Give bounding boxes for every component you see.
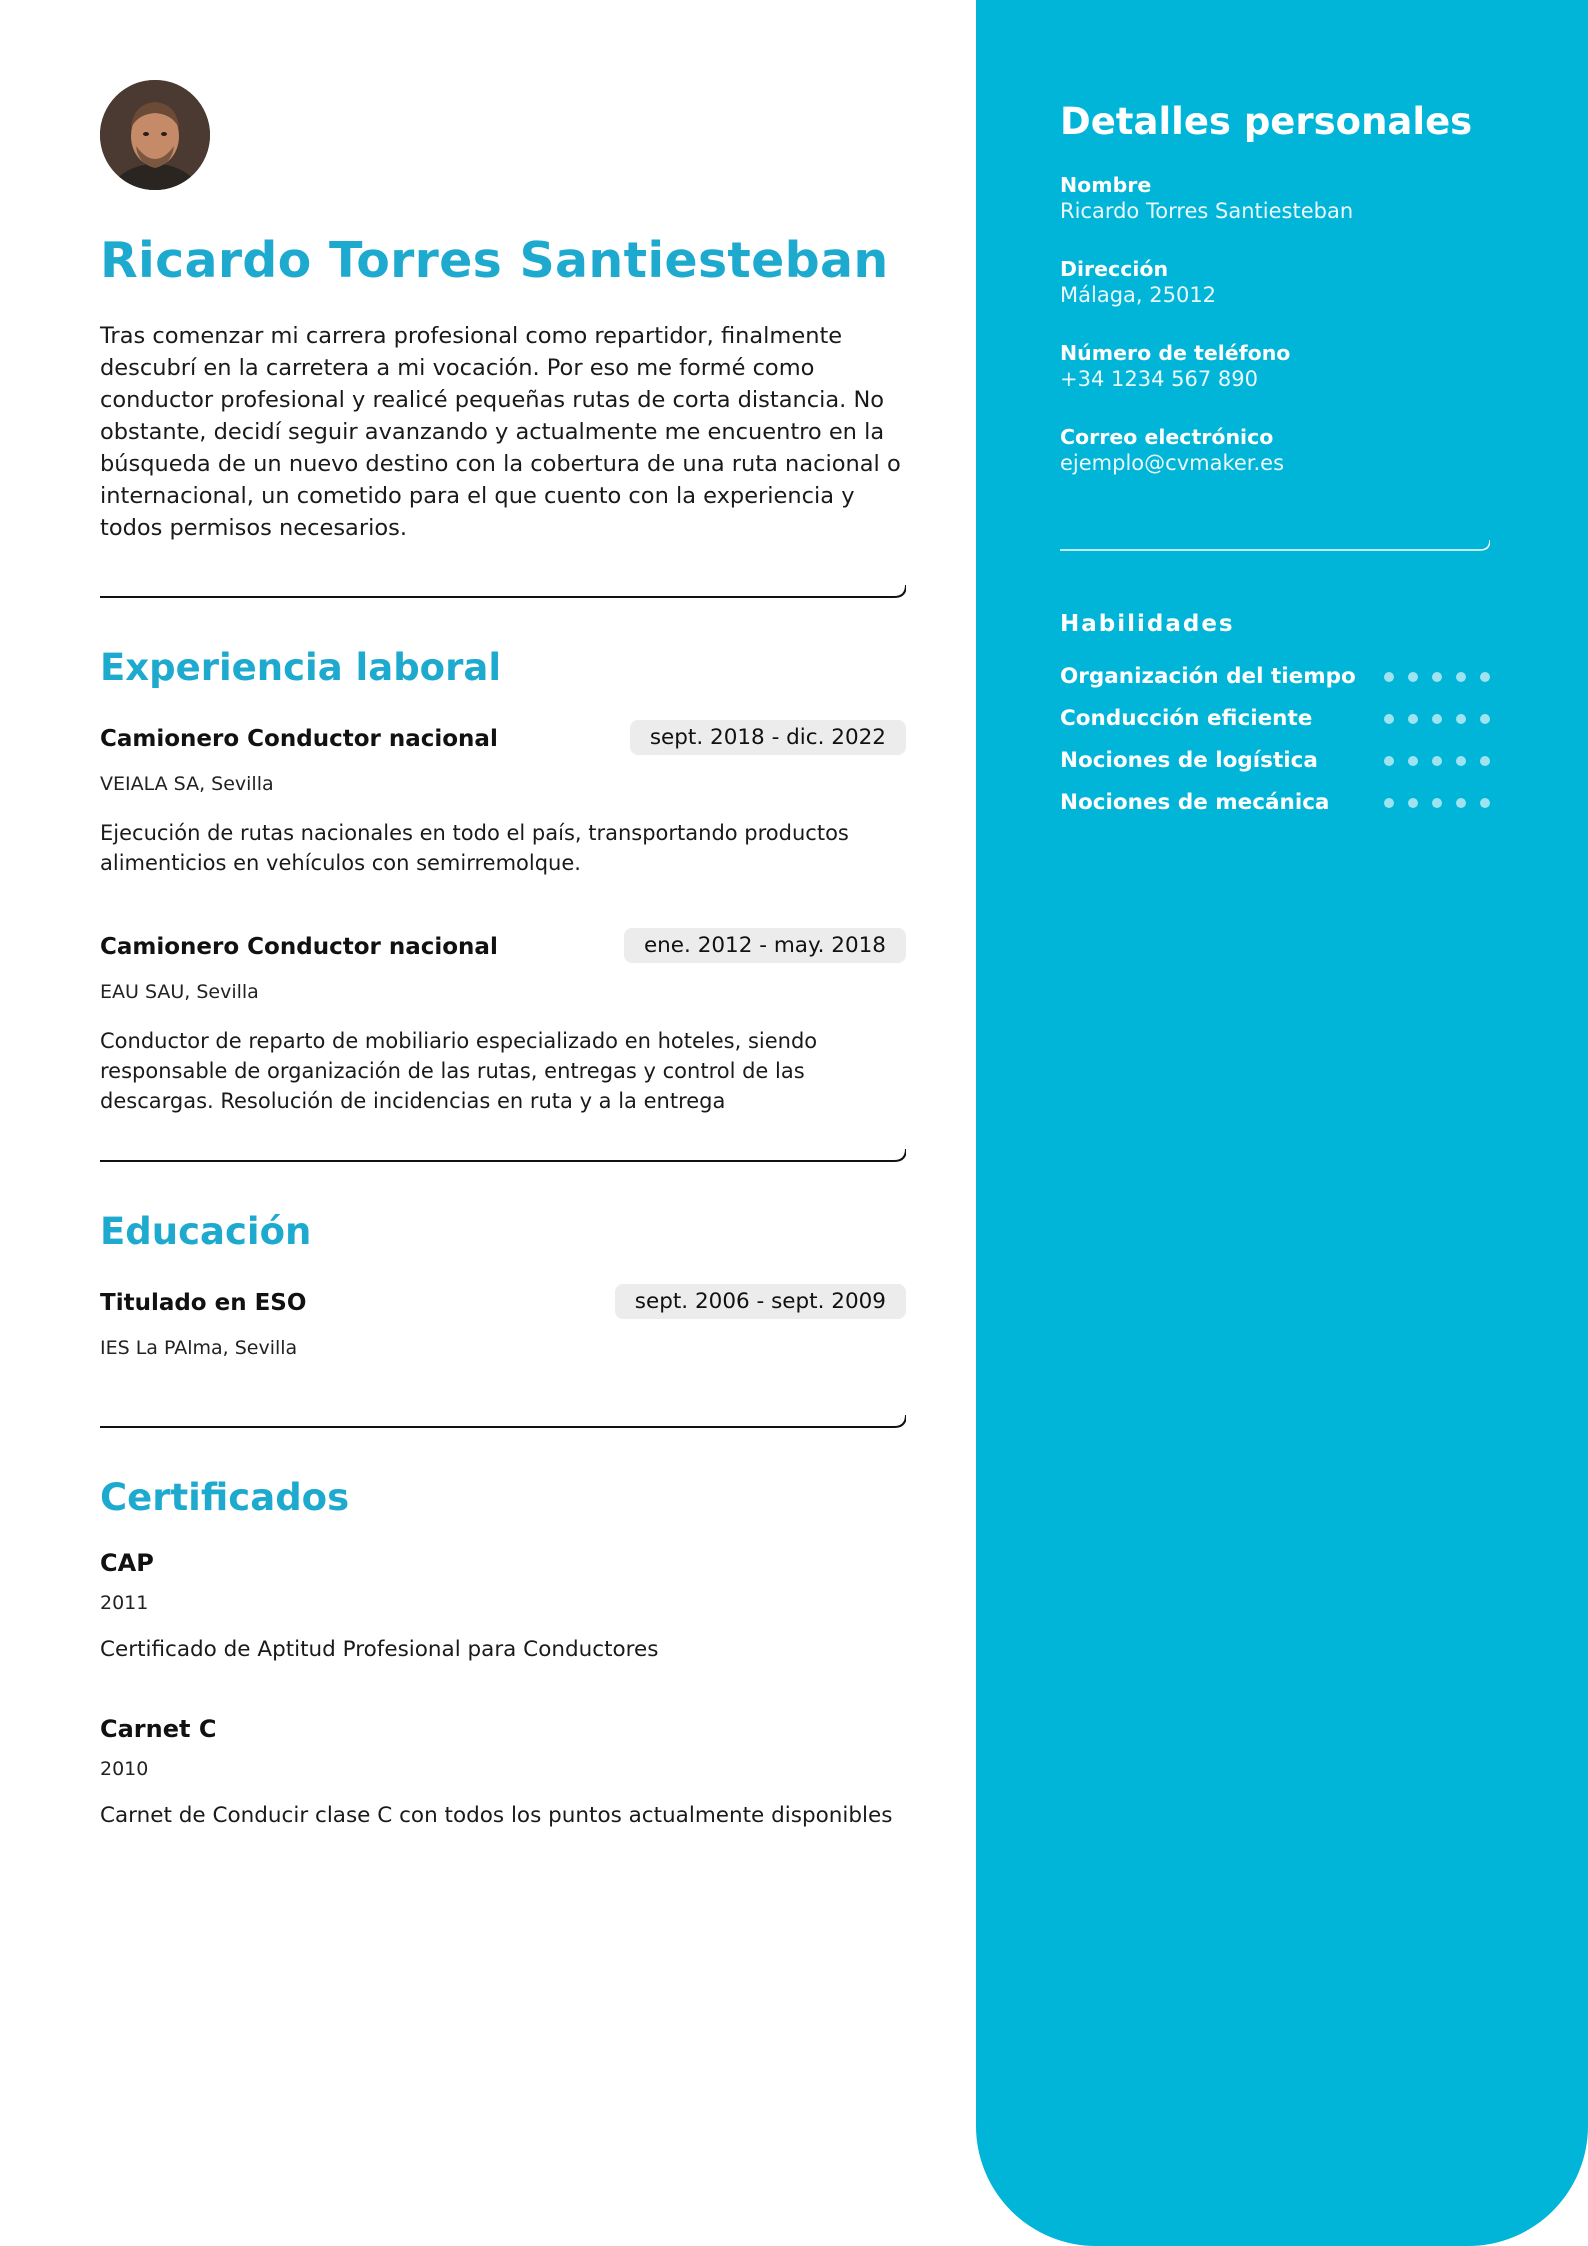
detail-email	[1060, 425, 1284, 475]
skill-dot	[1384, 756, 1394, 766]
skill-name: Nociones de logística	[1060, 748, 1318, 773]
skill-dot	[1456, 756, 1466, 766]
certificates-heading: Certificados	[100, 1476, 350, 1519]
detail-value: Ricardo Torres Santiesteban	[1060, 199, 1354, 223]
detail-value: +34 1234 567 890	[1060, 367, 1258, 391]
skills-heading: Habilidades	[1060, 611, 1235, 637]
degree-title: Titulado en ESO	[100, 1290, 307, 1316]
detail-label: Nombre	[1060, 173, 1152, 197]
detail-label: Dirección	[1060, 257, 1169, 281]
detail-name	[1060, 173, 1353, 223]
skill-dot	[1384, 798, 1394, 808]
job-title: Camionero Conductor nacional	[100, 934, 498, 960]
skill-dot	[1408, 798, 1418, 808]
detail-value[interactable]: ejemplo@cvmaker.es	[1060, 451, 1285, 475]
certificate-title: CAP	[100, 1549, 154, 1577]
date-badge: sept. 2018 - dic. 2022	[630, 720, 906, 755]
skill-dot	[1456, 798, 1466, 808]
company-name: EAU SAU, Sevilla	[100, 981, 259, 1003]
job-description: Conductor de reparto de mobiliario especializado en hoteles, siendo responsable de organización de las rutas, entregas y control de las descargas. Resolución de incidencias en ruta y a la entrega	[100, 1029, 818, 1113]
avatar-portrait-icon	[100, 80, 210, 190]
profile-summary: Tras comenzar mi carrera profesional como repartidor, finalmente descubrí en la carretera a mi vocación. Por eso me formé como conductor profesional y realicé pequeñas rutas de corta distancia. No obstante, decidí seguir avanzando y actualmente me encuentro en la búsqueda de un nuevo destino con la cobertura de una ruta nacional o internacional, un cometido para el que cuento con la experiencia y todos permisos necesarios.	[100, 323, 901, 541]
skill-name: Conducción eficiente	[1060, 706, 1313, 731]
skill-item	[1060, 664, 1490, 694]
certificate-title: Carnet C	[100, 1715, 217, 1743]
certificate-year: 2010	[100, 1758, 149, 1780]
skill-item	[1060, 748, 1490, 778]
certificate-year: 2011	[100, 1592, 149, 1614]
skill-dot	[1432, 714, 1442, 724]
experience-heading: Experiencia laboral	[100, 646, 502, 689]
skill-dot	[1432, 672, 1442, 682]
avatar	[100, 80, 210, 190]
skill-dot	[1456, 714, 1466, 724]
skill-dot	[1408, 756, 1418, 766]
skill-name: Organización del tiempo	[1060, 664, 1356, 689]
section-divider	[100, 582, 906, 596]
skill-level	[1384, 756, 1490, 766]
skill-dot	[1384, 714, 1394, 724]
personal-details-heading: Detalles personales	[1060, 100, 1473, 143]
skill-dot	[1480, 714, 1490, 724]
detail-label: Correo electrónico	[1060, 425, 1274, 449]
skill-dot	[1480, 798, 1490, 808]
date-badge: sept. 2006 - sept. 2009	[615, 1284, 906, 1319]
candidate-name: Ricardo Torres Santiesteban	[100, 232, 889, 289]
skill-dot	[1408, 672, 1418, 682]
skill-level	[1384, 798, 1490, 808]
detail-value: Málaga, 25012	[1060, 283, 1217, 307]
education-heading: Educación	[100, 1210, 312, 1253]
skill-item	[1060, 706, 1490, 736]
detail-address	[1060, 257, 1216, 307]
skill-level	[1384, 714, 1490, 724]
sidebar-divider	[1060, 536, 1490, 550]
certificate-description: Carnet de Conducir clase C con todos los puntos actualmente disponibles	[100, 1803, 893, 1828]
skill-dot	[1384, 672, 1394, 682]
job-description: Ejecución de rutas nacionales en todo el país, transportando productos alimenticios en vehículos con semirremolque.	[100, 821, 849, 875]
skill-dot	[1456, 672, 1466, 682]
skill-item	[1060, 790, 1490, 820]
skill-dot	[1480, 672, 1490, 682]
sidebar	[976, 0, 1588, 2246]
certificate-description: Certificado de Aptitud Profesional para Conductores	[100, 1637, 659, 1662]
section-divider	[100, 1412, 906, 1426]
skill-level	[1384, 672, 1490, 682]
skill-dot	[1432, 798, 1442, 808]
skill-name: Nociones de mecánica	[1060, 790, 1330, 815]
skill-dot	[1480, 756, 1490, 766]
detail-phone	[1060, 341, 1290, 391]
job-title: Camionero Conductor nacional	[100, 726, 498, 752]
detail-label: Número de teléfono	[1060, 341, 1291, 365]
skill-dot	[1408, 714, 1418, 724]
section-divider	[100, 1146, 906, 1160]
school-name: IES La PAlma, Sevilla	[100, 1337, 298, 1359]
skill-dot	[1432, 756, 1442, 766]
date-badge: ene. 2012 - may. 2018	[624, 928, 906, 963]
company-name: VEIALA SA, Sevilla	[100, 773, 274, 795]
